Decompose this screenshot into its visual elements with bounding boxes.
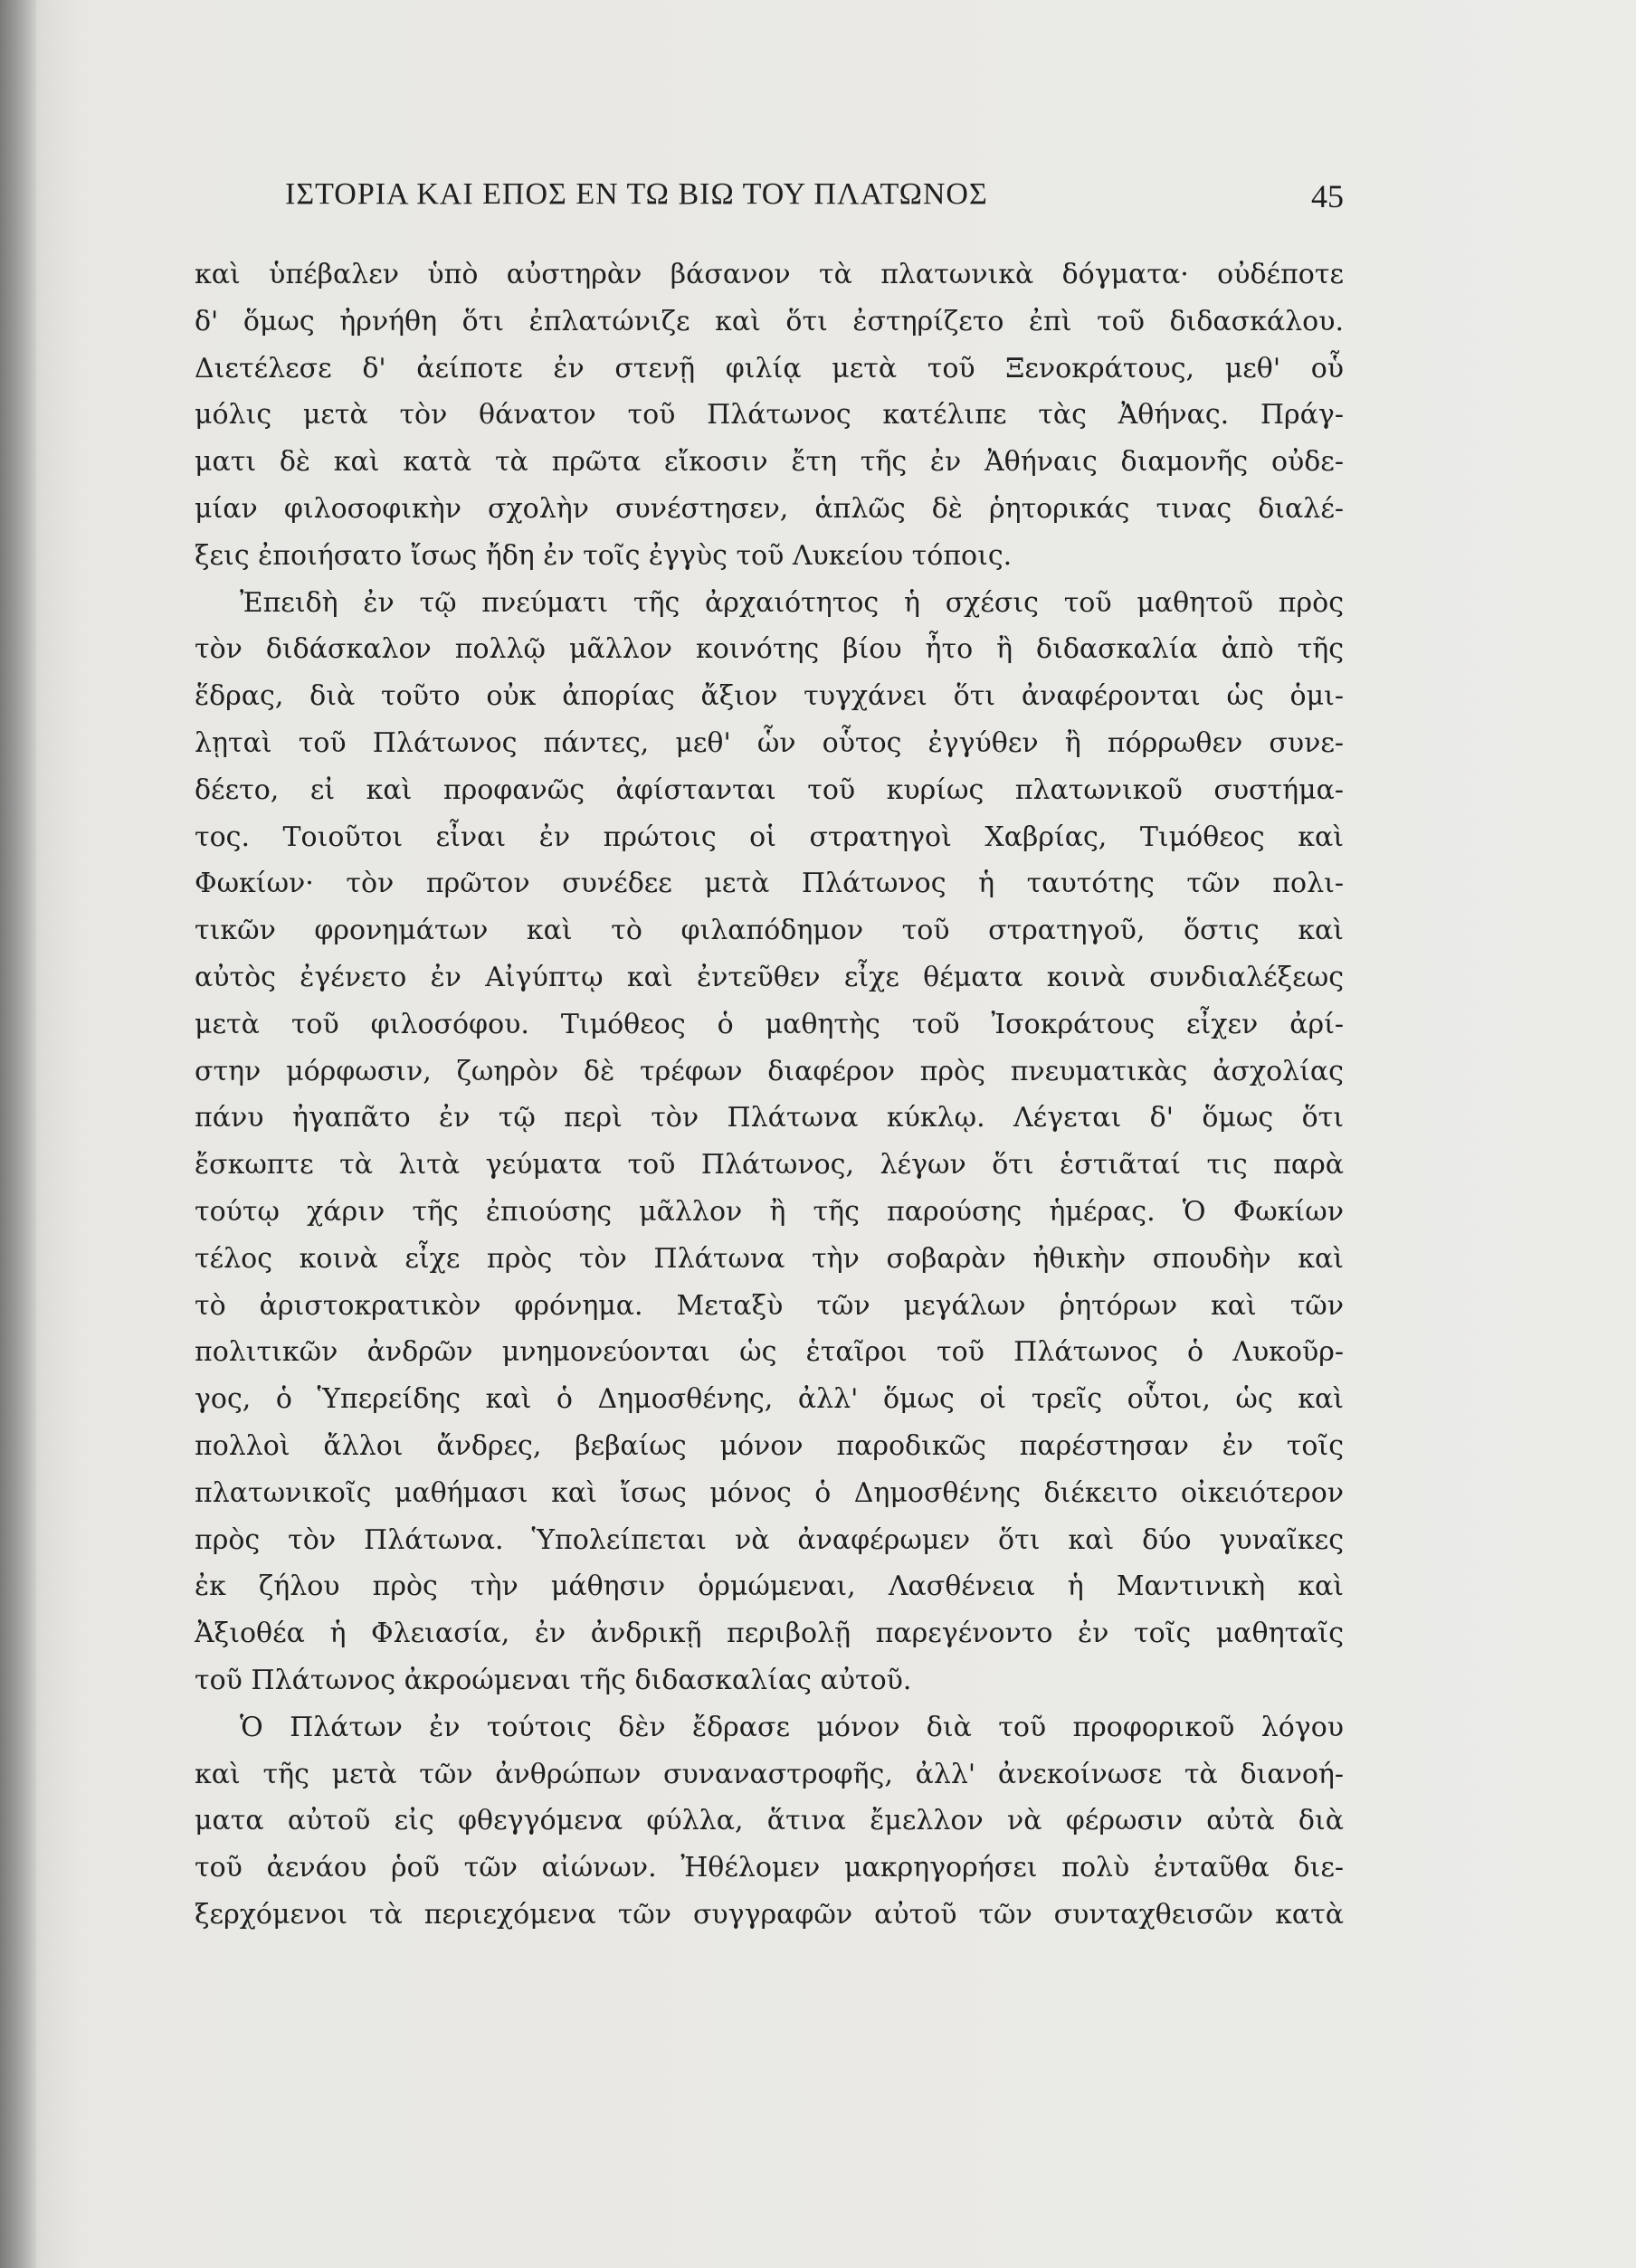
- text-line: τος. Τοιοῦτοι εἶναι ἐν πρώτοις οἱ στρατηγοὶ Χαβρίας, Τιμόθεος καὶ: [195, 821, 1344, 853]
- text-line: τούτῳ χάριν τῆς ἐπιούσης μᾶλλον ἢ τῆς παρούσης ἡμέρας. Ὁ Φωκίων: [195, 1195, 1344, 1228]
- text-line: καὶ ὑπέβαλεν ὑπὸ αὐστηρὰν βάσανον τὰ πλατωνικὰ δόγματα· οὐδέποτε: [195, 259, 1344, 290]
- text-line: Φωκίων· τὸν πρῶτον συνέδεε μετὰ Πλάτωνος ἡ ταυτότης τῶν πολι-: [195, 868, 1344, 900]
- page-header: [258, 177, 1344, 214]
- text-line: Διετέλεσε δ' ἀείποτε ἐν στενῇ φιλίᾳ μετὰ τοῦ Ξενοκράτους, μεθ' οὗ: [195, 352, 1344, 384]
- body-text: [195, 251, 1344, 1939]
- text-line: τικῶν φρονημάτων καὶ τὸ φιλαπόδημον τοῦ στρατηγοῦ, ὅστις καὶ: [195, 915, 1344, 947]
- text-line: στην μόρφωσιν, ζωηρὸν δὲ τρέφων διαφέρον πρὸς πνευματικὰς ἀσχολίας: [195, 1055, 1344, 1087]
- paragraph-start-line: Ὁ Πλάτων ἐν τούτοις δὲν ἔδρασε μόνον διὰ τοῦ προφορικοῦ λόγου: [240, 1711, 1344, 1743]
- paragraph-start-line: Ἐπειδὴ ἐν τῷ πνεύματι τῆς ἀρχαιότητος ἡ σχέσις τοῦ μαθητοῦ πρὸς: [240, 586, 1344, 619]
- text-line: ξεις ἐποιήσατο ἴσως ἤδη ἐν τοῖς ἐγγὺς τοῦ Λυκείου τόποις.: [195, 539, 1013, 572]
- text-line: ματι δὲ καὶ κατὰ τὰ πρῶτα εἴκοσιν ἔτη τῆς ἐν Ἀθήναις διαμονῆς οὐδε-: [195, 446, 1344, 479]
- text-line: πλατωνικοῖς μαθήμασι καὶ ἴσως μόνος ὁ Δημοσθένης διέκειτο οἰκειότερον: [195, 1476, 1344, 1509]
- text-line: δέετο, εἰ καὶ προφανῶς ἀφίστανται τοῦ κυρίως πλατωνικοῦ συστήμα-: [195, 773, 1344, 806]
- text-line: ἐκ ζήλου πρὸς τὴν μάθησιν ὁρμώμεναι, Λασθένεια ἡ Μαντινικὴ καὶ: [195, 1571, 1344, 1603]
- text-line: καὶ τῆς μετὰ τῶν ἀνθρώπων συναναστροφῆς, ἀλλ' ἀνεκοίνωσε τὰ διανοή-: [195, 1758, 1344, 1790]
- text-line: τέλος κοινὰ εἶχε πρὸς τὸν Πλάτωνα τὴν σοβαρὰν ἠθικὴν σπουδὴν καὶ: [195, 1242, 1344, 1275]
- text-line: τὸ ἀριστοκρατικὸν φρόνημα. Μεταξὺ τῶν μεγάλων ῥητόρων καὶ τῶν: [195, 1289, 1344, 1322]
- text-line: πρὸς τὸν Πλάτωνα. Ὑπολείπεται νὰ ἀναφέρωμεν ὅτι καὶ δύο γυναῖκες: [195, 1523, 1344, 1556]
- text-line: πολλοὶ ἄλλοι ἄνδρες, βεβαίως μόνον παροδικῶς παρέστησαν ἐν τοῖς: [195, 1429, 1344, 1462]
- text-line: λῃταὶ τοῦ Πλάτωνος πάντες, μεθ' ὧν οὗτος ἐγγύθεν ἢ πόρρωθεν συνε-: [195, 726, 1344, 759]
- text-line: τοῦ Πλάτωνος ἀκροώμεναι τῆς διδασκαλίας αὐτοῦ.: [195, 1664, 912, 1696]
- text-line: αὐτὸς ἐγένετο ἐν Αἰγύπτῳ καὶ ἐντεῦθεν εἶχε θέματα κοινὰ συνδιαλέξεως: [195, 961, 1344, 993]
- text-line: ἕδρας, διὰ τοῦτο οὐκ ἀπορίας ἄξιον τυγχάνει ὅτι ἀναφέρονται ὡς ὁμι-: [195, 680, 1344, 713]
- text-line: ἔσκωπτε τὰ λιτὰ γεύματα τοῦ Πλάτωνος, λέγων ὅτι ἑστιᾶταί τις παρὰ: [195, 1149, 1344, 1181]
- text-line: τοῦ ἀενάου ῥοῦ τῶν αἰώνων. Ἠθέλομεν μακρηγορήσει πολὺ ἐνταῦθα διε-: [195, 1852, 1344, 1884]
- text-line: πάνυ ἠγαπᾶτο ἐν τῷ περὶ τὸν Πλάτωνα κύκλῳ. Λέγεται δ' ὅμως ὅτι: [195, 1102, 1344, 1134]
- text-line: ματα αὐτοῦ εἰς φθεγγόμενα φύλλα, ἅτινα ἔμελλον νὰ φέρωσιν αὐτὰ διὰ: [195, 1805, 1344, 1837]
- page-number: 45: [1311, 178, 1344, 214]
- text-line: γος, ὁ Ὑπερείδης καὶ ὁ Δημοσθένης, ἀλλ' ὅμως οἱ τρεῖς οὗτοι, ὡς καὶ: [195, 1383, 1344, 1416]
- text-line: μετὰ τοῦ φιλοσόφου. Τιμόθεος ὁ μαθητὴς τοῦ Ἰσοκράτους εἶχεν ἀρί-: [195, 1008, 1344, 1040]
- text-line: Ἀξιοθέα ἡ Φλειασία, ἐν ἀνδρικῇ περιβολῇ παρεγένοντο ἐν τοῖς μαθηταῖς: [195, 1618, 1344, 1650]
- text-line: μόλις μετὰ τὸν θάνατον τοῦ Πλάτωνος κατέλιπε τὰς Ἀθήνας. Πράγ-: [195, 399, 1344, 432]
- running-title: ΙΣΤΟΡΙΑ ΚΑΙ ΕΠΟΣ ΕΝ ΤΩ ΒΙΩ ΤΟΥ ΠΛΑΤΩΝΟΣ: [285, 177, 988, 211]
- text-line: ξερχόμενοι τὰ περιεχόμενα τῶν συγγραφῶν αὐτοῦ τῶν συνταχθεισῶν κατὰ: [195, 1898, 1344, 1931]
- text-line: μίαν φιλοσοφικὴν σχολὴν συνέστησεν, ἁπλῶς δὲ ῥητορικάς τινας διαλέ-: [195, 492, 1344, 525]
- book-spine-shadow: [0, 0, 36, 2268]
- text-line: δ' ὅμως ἠρνήθη ὅτι ἐπλατώνιζε καὶ ὅτι ἐστηρίζετο ἐπὶ τοῦ διδασκάλου.: [195, 305, 1344, 337]
- text-line: τὸν διδάσκαλον πολλῷ μᾶλλον κοινότης βίου ἦτο ἢ διδασκαλία ἀπὸ τῆς: [195, 633, 1344, 666]
- text-line: πολιτικῶν ἀνδρῶν μνημονεύονται ὡς ἑταῖροι τοῦ Πλάτωνος ὁ Λυκοῦρ-: [195, 1336, 1344, 1369]
